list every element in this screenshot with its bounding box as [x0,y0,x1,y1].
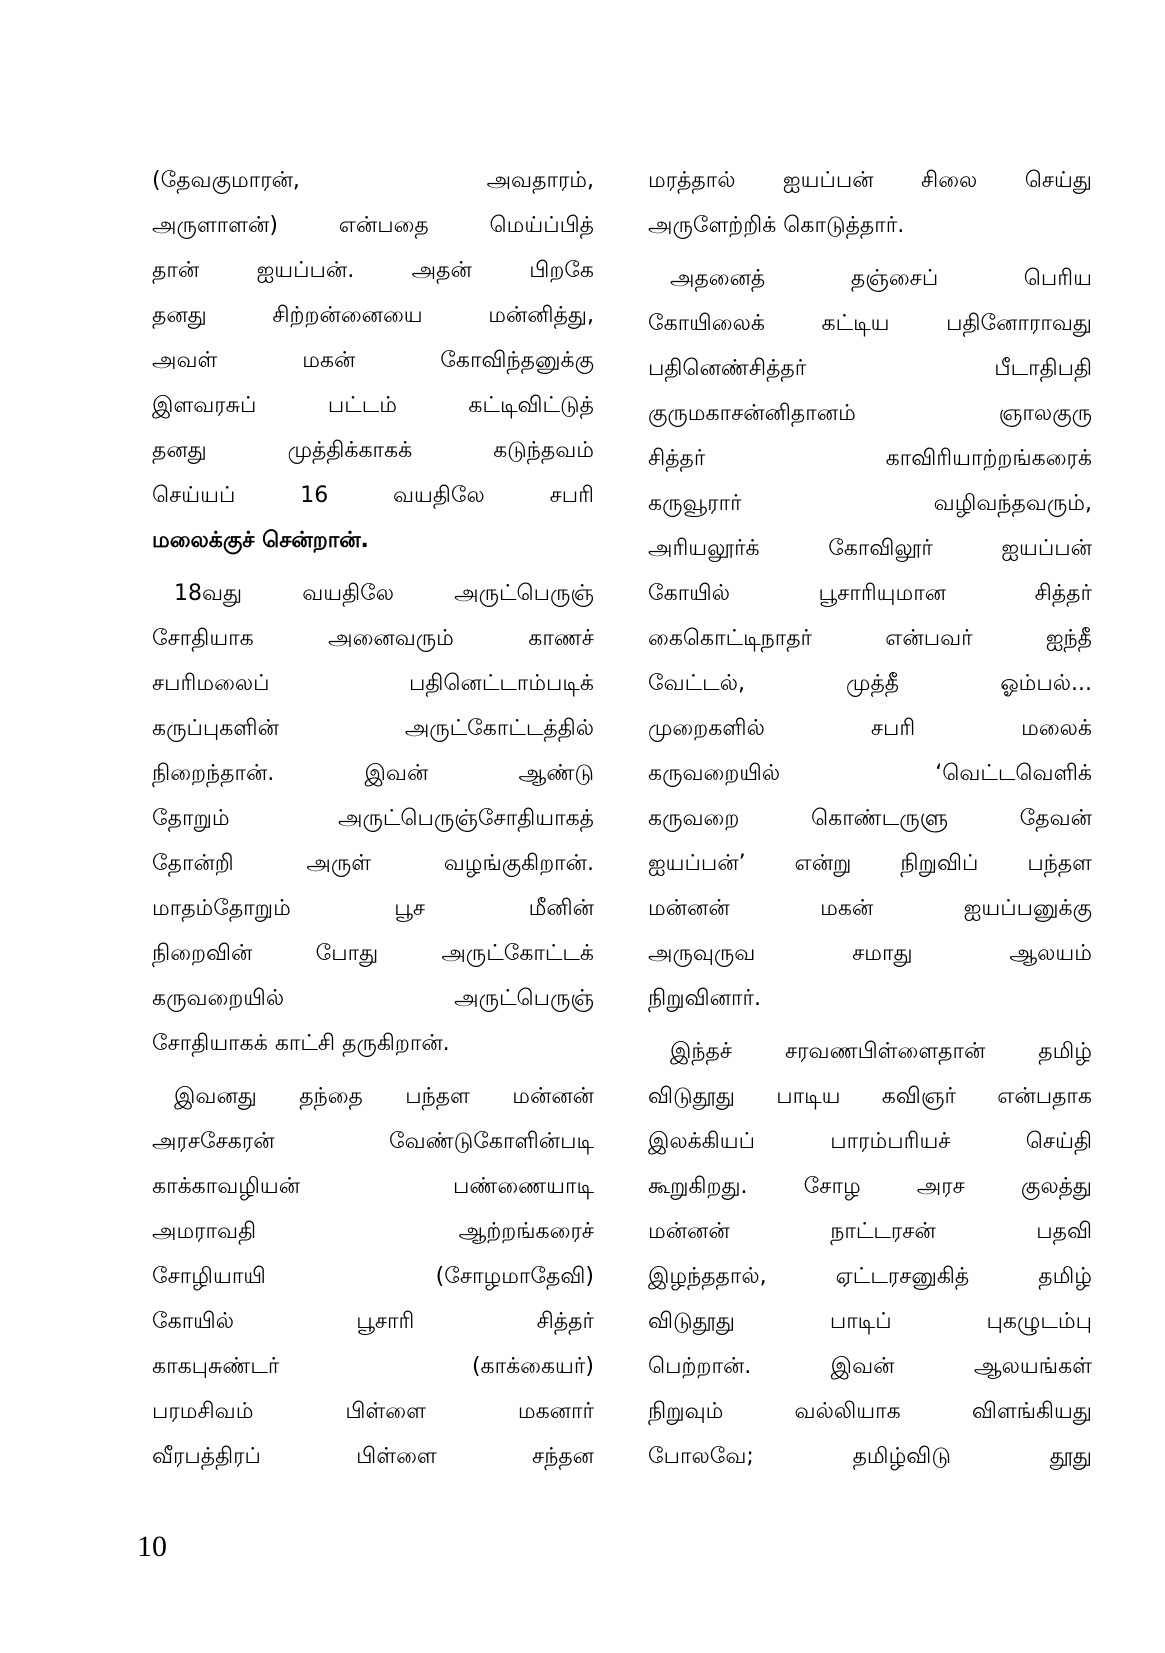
text-line: கோயில் பூசாரி சித்தர் [152,1309,594,1334]
text-line: முறைகளில் சபரி மலைக் [648,716,1092,741]
text-line: இலக்கியப் பாரம்பரியச் செய்தி [648,1129,1092,1154]
paragraph-gap [648,1021,1092,1029]
text-line: அமராவதி ஆற்றங்கரைச் [152,1219,594,1244]
text-line: தான் ஐயப்பன். அதன் பிறகே [152,258,594,283]
text-line: போலவே; தமிழ்விடு தூது [648,1444,1092,1469]
text-line: பெற்றான். இவன் ஆலயங்கள் [648,1354,1092,1379]
text-line: 18வது வயதிலே அருட்பெருஞ் [174,581,594,606]
text-line: கருப்புகளின் அருட்கோட்டத்தில் [152,716,594,741]
text-line: கருவறையில் அருட்பெருஞ் [152,986,594,1011]
text-line: மலைக்குச் சென்றான். [152,528,369,553]
text-line: காக்காவழியன் பண்ணையாடி [152,1174,594,1199]
text-line: கருவறை கொண்டருளு தேவன் [648,806,1092,831]
text-line: வேட்டல், முத்தீ ஓம்பல்... [648,671,1092,696]
text-line: தோறும் அருட்பெருஞ்சோதியாகத் [152,806,594,831]
text-line: (தேவகுமாரன், அவதாரம், [152,168,594,193]
text-line: பரமசிவம் பிள்ளை மகனார் [152,1399,594,1424]
text-line: அரசசேகரன் வேண்டுகோளின்படி [152,1129,594,1154]
text-line: கூறுகிறது. சோழ அரச குலத்து [648,1174,1092,1199]
text-line: சித்தர் காவிரியாற்றங்கரைக் [648,446,1092,471]
text-line: இந்தச் சரவணபிள்ளைதான் தமிழ் [670,1039,1092,1064]
text-line: தனது முத்திக்காகக் கடுந்தவம் [152,438,594,463]
text-line: செய்யப் 16 வயதிலே சபரி [152,483,594,508]
text-line: கோயில் பூசாரியுமான சித்தர் [648,581,1092,606]
text-line: அவள் மகன் கோவிந்தனுக்கு [152,348,594,373]
text-line: சபரிமலைப் பதினெட்டாம்படிக் [152,671,594,696]
text-line: அரியலூர்க் கோவிலூர் ஐயப்பன் [648,536,1092,561]
text-line: மாதம்தோறும் பூச மீனின் [152,896,594,921]
paragraph-gap [152,1066,594,1074]
text-line: அருளேற்றிக் கொடுத்தார். [648,213,905,238]
text-line: தனது சிற்றன்னையை மன்னித்து, [152,303,594,328]
right-text-column [648,158,1092,1479]
page-number: 10 [137,1530,167,1563]
text-line: அருவுருவ சமாது ஆலயம் [648,941,1092,966]
text-line: நிறைந்தான். இவன் ஆண்டு [152,761,594,786]
text-line: சோதியாகக் காட்சி தருகிறான். [152,1031,450,1056]
text-line: வீரபத்திரப் பிள்ளை சந்தன [152,1444,594,1469]
text-line: சோதியாக அனைவரும் காணச் [152,626,594,651]
text-line: மரத்தால் ஐயப்பன் சிலை செய்து [648,168,1092,193]
text-line: அதனைத் தஞ்சைப் பெரிய [670,266,1092,291]
text-line: நிறுவும் வல்லியாக விளங்கியது [648,1399,1092,1424]
text-line: கருவறையில் ‘வெட்டவெளிக் [648,761,1092,786]
text-line: தோன்றி அருள் வழங்குகிறான். [152,851,594,876]
text-line: இளவரசுப் பட்டம் கட்டிவிட்டுத் [152,393,594,418]
text-line: கருவூரார் வழிவந்தவரும், [648,491,1092,516]
text-line: இவனது தந்தை பந்தள மன்னன் [174,1084,594,1109]
text-line: விடுதூது பாடிய கவிஞர் என்பதாக [648,1084,1092,1109]
text-line: மன்னன் நாட்டரசன் பதவி [648,1219,1092,1244]
text-line: கைகொட்டிநாதர் என்பவர் ஐந்தீ [648,626,1092,651]
paragraph-gap [648,248,1092,256]
text-line: மன்னன் மகன் ஐயப்பனுக்கு [648,896,1092,921]
text-line: காகபுசுண்டர் (காக்கையர்) [152,1354,594,1379]
text-line: கோயிலைக் கட்டிய பதினோராவது [648,311,1092,336]
text-line: இழந்ததால், ஏட்டரசனுகித் தமிழ் [648,1264,1092,1289]
text-line: சோழியாயி (சோழமாதேவி) [152,1264,594,1289]
text-line: அருளாளன்) என்பதை மெய்ப்பித் [152,213,594,238]
text-line: குருமகாசன்னிதானம் ஞாலகுரு [648,401,1092,426]
text-line: பதினெண்சித்தர் பீடாதிபதி [648,356,1092,381]
text-line: விடுதூது பாடிப் புகழுடம்பு [648,1309,1092,1334]
text-line: நிறுவினார். [648,986,761,1011]
text-line: ஐயப்பன்’ என்று நிறுவிப் பந்தள [648,851,1092,876]
paragraph-gap [152,563,594,571]
left-text-column [152,158,594,1479]
text-line: நிறைவின் போது அருட்கோட்டக் [152,941,594,966]
